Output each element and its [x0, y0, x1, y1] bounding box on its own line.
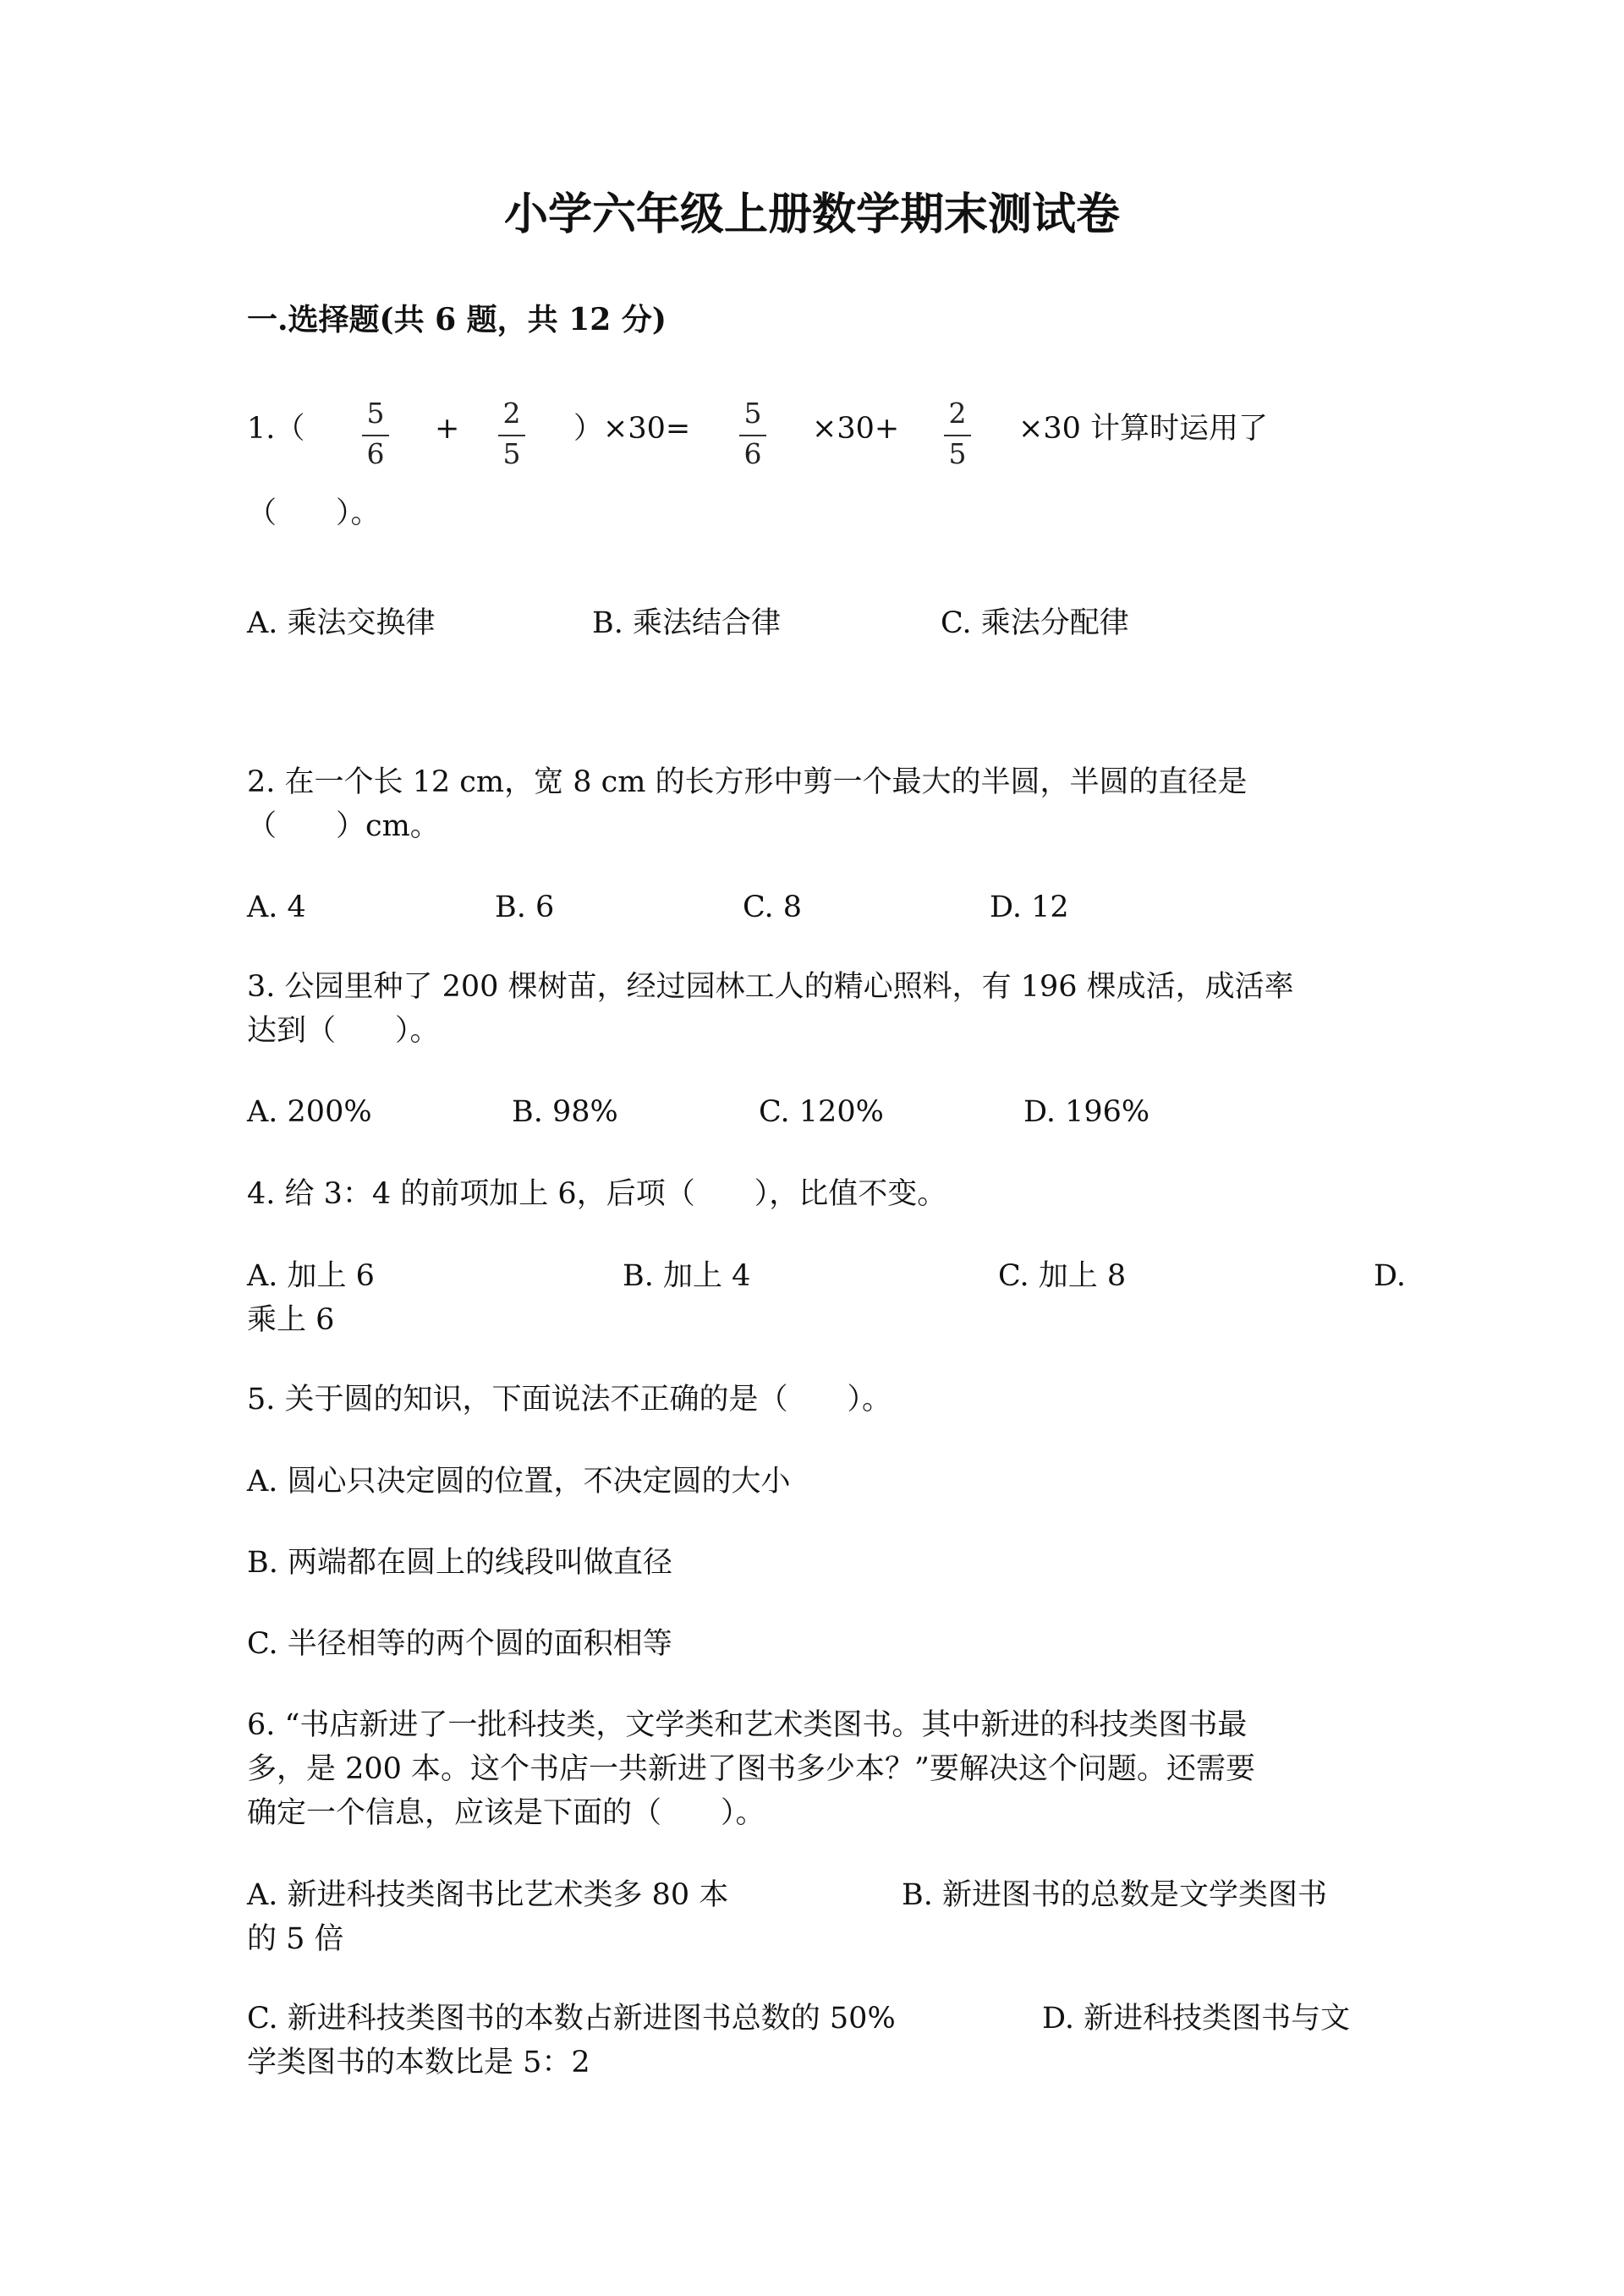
q1-blank: （ ）。: [247, 496, 381, 530]
q6-option-a: A. 新进科技类阁书比艺术类多 80 本: [247, 1878, 729, 1912]
q6-option-d: D. 新进科技类图书与文: [1042, 2002, 1351, 2036]
q6-option-b-cont: 的 5 倍: [247, 1922, 344, 1956]
q2-line-2: （ ）cm。: [247, 809, 440, 843]
q2-option-b: B. 6: [495, 890, 555, 924]
q3-option-b: B. 98%: [512, 1095, 618, 1129]
q6-line-2: 多，是 200 本。这个书店一共新进了图书多少本？”要解决这个问题。还需要: [247, 1752, 1255, 1786]
q2-line-1: 2. 在一个长 12 cm，宽 8 cm 的长方形中剪一个最大的半圆，半圆的直径是: [247, 765, 1248, 799]
q1-times-plus: ×30+: [812, 412, 900, 446]
q6-option-d-cont: 学类图书的本数比是 5：2: [247, 2046, 590, 2080]
q4-option-c: C. 加上 8: [998, 1259, 1127, 1293]
q4-option-b: B. 加上 4: [623, 1259, 751, 1293]
q4-option-a: A. 加上 6: [247, 1259, 375, 1293]
q1-option-c: C. 乘法分配律: [941, 606, 1129, 640]
q6-line-3: 确定一个信息，应该是下面的（ ）。: [247, 1796, 765, 1830]
q1-option-a: A. 乘法交换律: [247, 606, 436, 640]
q2-option-d: D. 12: [990, 890, 1069, 924]
q5-option-c: C. 半径相等的两个圆的面积相等: [247, 1627, 672, 1661]
q1-plus: +: [435, 412, 460, 446]
fraction-5-6: 5 6: [359, 399, 392, 474]
q4-line-1: 4. 给 3：4 的前项加上 6，后项（ ），比值不变。: [247, 1177, 947, 1211]
q4-option-d: D.: [1374, 1259, 1406, 1293]
q2-option-a: A. 4: [247, 890, 306, 924]
q4-option-d-text: 乘上 6: [247, 1303, 335, 1337]
q3-option-a: A. 200%: [247, 1095, 372, 1129]
fraction-2-5: 2 5: [941, 399, 974, 474]
q5-option-a: A. 圆心只决定圆的位置，不决定圆的大小: [247, 1465, 791, 1499]
q1-number: 1.（: [247, 412, 305, 446]
q3-line-1: 3. 公园里种了 200 棵树苗，经过园林工人的精心照料，有 196 棵成活，成活率: [247, 970, 1294, 1004]
q6-option-b: B. 新进图书的总数是文学类图书: [902, 1878, 1327, 1912]
q1-middle: ）×30=: [573, 412, 691, 446]
q2-option-c: C. 8: [743, 890, 803, 924]
q6-option-c: C. 新进科技类图书的本数占新进图书总数的 50%: [247, 2002, 896, 2036]
q5-option-b: B. 两端都在圆上的线段叫做直径: [247, 1546, 672, 1580]
section-heading: 一.选择题(共 6 题，共 12 分): [247, 302, 667, 337]
q5-line-1: 5. 关于圆的知识，下面说法不正确的是（ ）。: [247, 1383, 892, 1417]
fraction-2-5: 2 5: [495, 399, 529, 474]
q6-line-1: 6. “书店新进了一批科技类，文学类和艺术类图书。其中新进的科技类图书最: [247, 1708, 1248, 1742]
fraction-5-6: 5 6: [736, 399, 770, 474]
q3-option-d: D. 196%: [1023, 1095, 1150, 1129]
page-title: 小学六年级上册数学期末测试卷: [503, 189, 1120, 240]
q3-option-c: C. 120%: [759, 1095, 884, 1129]
q1-tail: ×30 计算时运用了: [1018, 412, 1268, 446]
q1-option-b: B. 乘法结合律: [592, 606, 781, 640]
q3-line-2: 达到（ ）。: [247, 1014, 440, 1048]
